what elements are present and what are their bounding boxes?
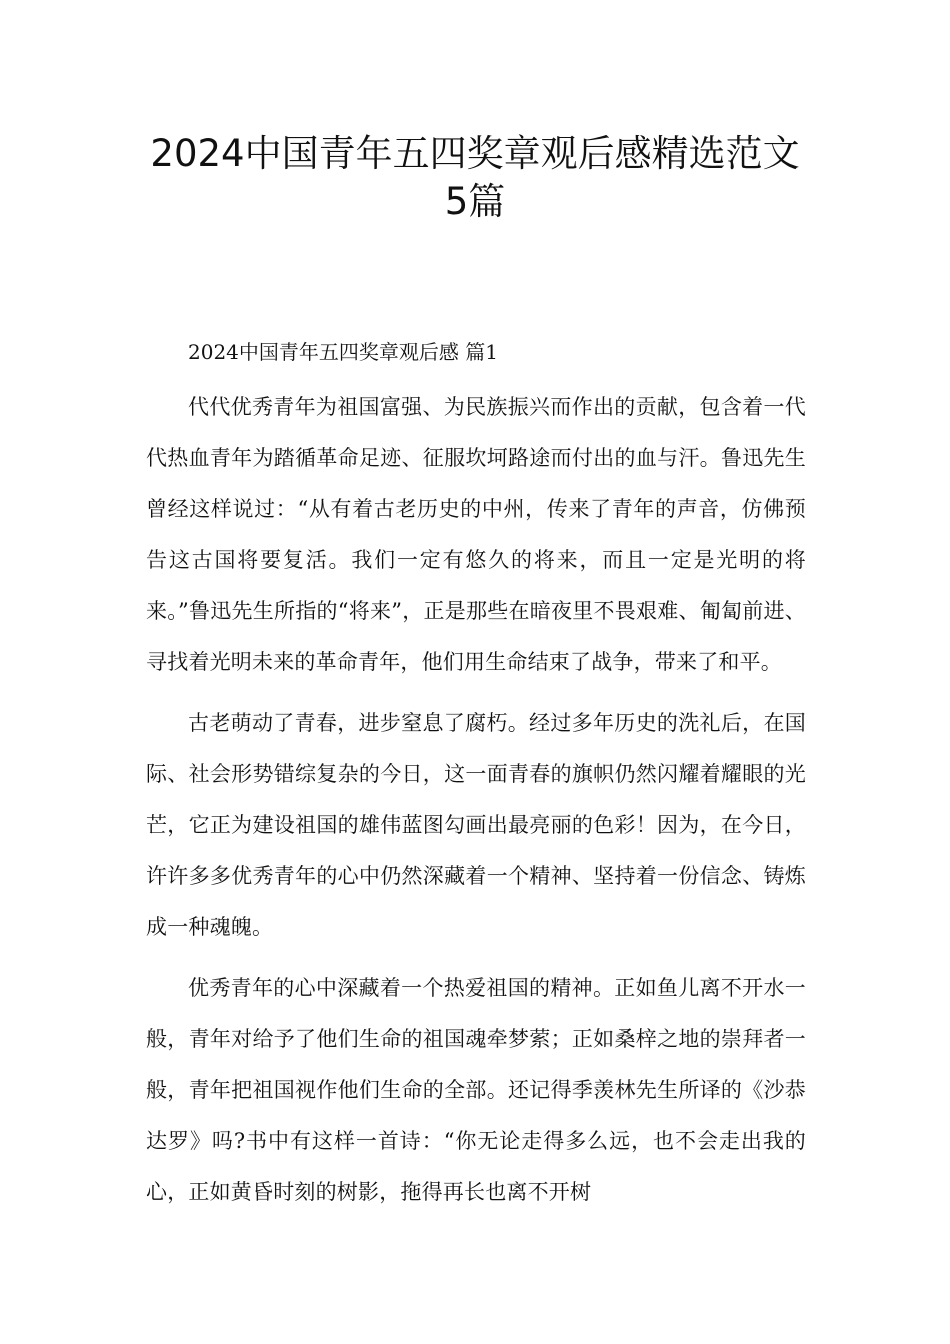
paragraph-3: 优秀青年的心中深藏着一个热爱祖国的精神。正如鱼儿离不开水一般，青年对给予了他们生命的祖国魂牵梦萦；正如桑梓之地的崇拜者一般，青年把祖国视作他们生命的全部。还记得季羡林先生所译的《沙恭达罗》吗?书中有这样一首诗：“你无论走得多么远，也不会走出我的心，正如黄昏时刻的树影，拖得再长也离不开树 bbox=[146, 976, 806, 1204]
document-title-line-2: 5篇 bbox=[444, 180, 506, 223]
paragraph-2: 古老萌动了青春，进步窒息了腐朽。经过多年历史的洗礼后，在国际、社会形势错综复杂的今日，这一面青春的旗帜仍然闪耀着耀眼的光芒，它正为建设祖国的雄伟蓝图勾画出最亮丽的色彩！因为，在今日，许许多多优秀青年的心中仍然深藏着一个精神、坚持着一份信念、铸炼成一种魂魄。 bbox=[146, 711, 806, 939]
section-heading: 2024中国青年五四奖章观后感 篇1 bbox=[188, 340, 498, 364]
document-title-line-1: 2024中国青年五四奖章观后感精选范文 bbox=[150, 132, 800, 175]
document-body bbox=[146, 334, 806, 1218]
paragraph-1: 代代优秀青年为祖国富强、为民族振兴而作出的贡献，包含着一代代热血青年为踏循革命足迹、征服坎坷路途而付出的血与汗。鲁迅先生曾经这样说过：“从有着古老历史的中州，传来了青年的声音，仿佛预告这古国将要复活。我们一定有悠久的将来，而且一定是光明的将来。”鲁迅先生所指的“将来”，正是那些在暗夜里不畏艰难、匍匐前进、寻找着光明未来的革命青年，他们用生命结束了战争，带来了和平。 bbox=[146, 395, 806, 674]
document-title bbox=[0, 130, 950, 226]
